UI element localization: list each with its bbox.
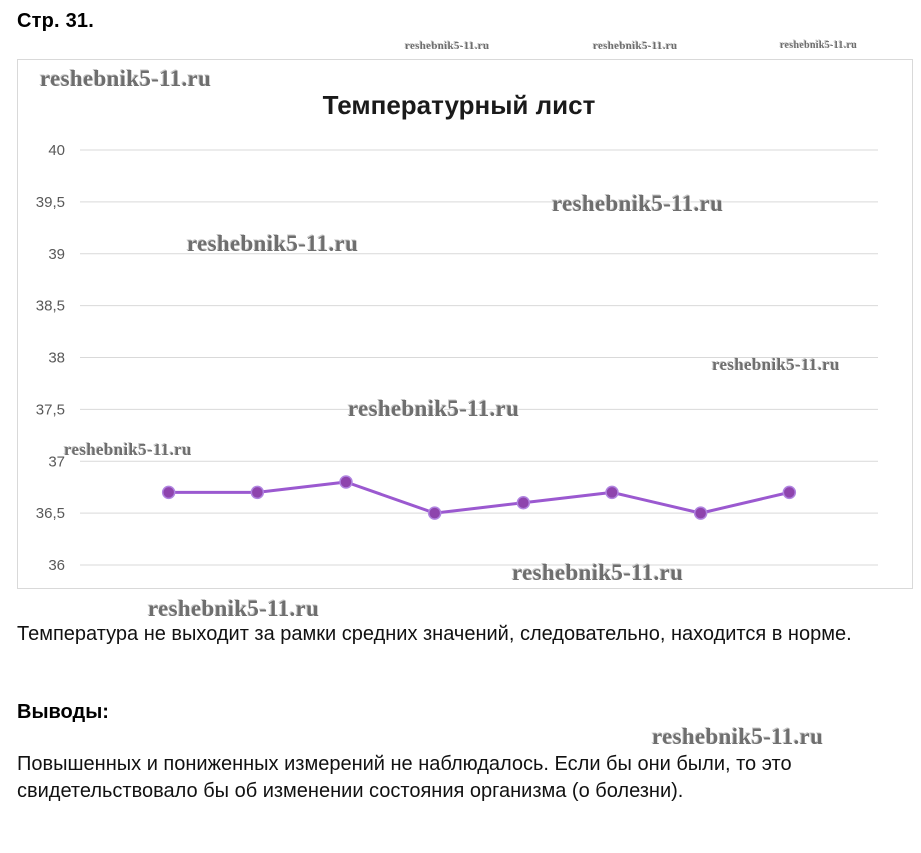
watermark: reshebnik5-11.ru <box>593 40 678 52</box>
y-tick-label: 39,5 <box>35 193 65 211</box>
page-label: Стр. 31. <box>17 10 94 32</box>
watermark: reshebnik5-11.ru <box>512 560 684 585</box>
watermark: reshebnik5-11.ru <box>187 231 359 256</box>
watermark: reshebnik5-11.ru <box>405 40 490 52</box>
chart-title: Температурный лист <box>322 90 596 120</box>
y-tick-label: 38 <box>48 349 65 367</box>
y-tick-label: 37 <box>48 453 65 471</box>
y-tick-label: 37,5 <box>35 401 65 419</box>
data-point <box>606 486 618 498</box>
watermark: reshebnik5-11.ru <box>348 396 520 421</box>
watermark: reshebnik5-11.ru <box>712 355 840 374</box>
watermark: reshebnik5-11.ru <box>64 440 192 459</box>
y-tick-label: 38,5 <box>35 297 65 315</box>
y-tick-label: 36 <box>48 557 65 574</box>
y-axis-ticks <box>36 142 65 574</box>
data-point <box>340 476 352 488</box>
y-tick-label: 36,5 <box>35 505 65 523</box>
y-tick-label: 40 <box>48 142 65 159</box>
chart-frame <box>17 59 913 589</box>
data-point <box>429 507 441 519</box>
watermark: reshebnik5-11.ru <box>780 40 858 51</box>
conclusions-heading: Выводы: <box>17 701 109 723</box>
data-point <box>251 486 263 498</box>
data-point <box>695 507 707 519</box>
result-paragraph: Температура не выходит за рамки средних значений, следовательно, находится в норме. <box>17 623 852 645</box>
conclusions-paragraph: Повышенных и пониженных измерений не наблюдалось. Если бы они были, то это свидетельствовало бы об изменении состояния организма (о болезни). <box>17 753 792 802</box>
watermark: reshebnik5-11.ru <box>148 596 320 621</box>
temperature-chart <box>18 60 912 588</box>
watermark: reshebnik5-11.ru <box>652 724 824 749</box>
y-tick-label: 39 <box>48 245 65 263</box>
data-point <box>517 497 529 509</box>
data-point <box>783 486 795 498</box>
data-point <box>163 486 175 498</box>
watermark: reshebnik5-11.ru <box>40 66 212 91</box>
watermark: reshebnik5-11.ru <box>552 191 724 216</box>
